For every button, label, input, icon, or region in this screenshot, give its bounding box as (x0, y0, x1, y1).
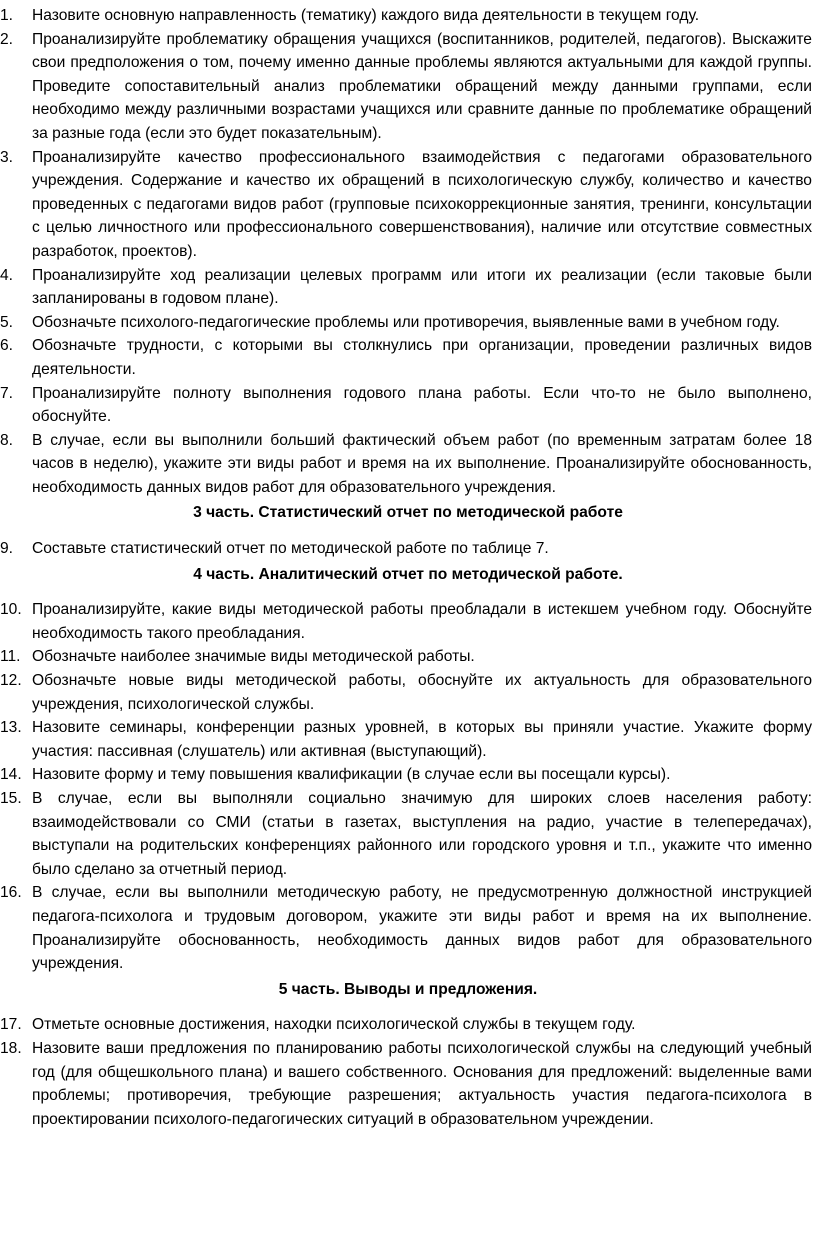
item-text: Назовите основную направленность (тематику) каждого вида деятельности в текущем году. (32, 7, 700, 24)
item-number: 12. (0, 672, 22, 690)
item-text: Проанализируйте, какие виды методической работы преобладали в истекшем учебном году. Обоснуйте необходимость такого преобладания. (32, 601, 812, 642)
item-number: 17. (0, 1016, 22, 1034)
item-number: 7. (0, 384, 14, 402)
item-number: 13. (0, 719, 22, 737)
list-item (0, 311, 816, 335)
list-item (0, 264, 816, 311)
item-number: 14. (0, 766, 22, 784)
list-item (0, 881, 816, 975)
list-item (0, 28, 816, 146)
item-text: Отметьте основные достижения, находки психологической службы в текущем году. (32, 1016, 636, 1034)
section4-heading: 4 часть. Аналитический отчет по методической работе. (193, 565, 623, 583)
list-item (0, 763, 816, 787)
item-number: 11. (0, 648, 21, 666)
item-text: Проанализируйте полноту выполнения годового плана работы. Если что-то не было выполнено, обоснуйте. (32, 384, 812, 426)
list-item (0, 334, 816, 381)
item-text: Обозначьте наиболее значимые виды методической работы. (32, 648, 475, 666)
section5-list (0, 1013, 816, 1131)
item-text: Назовите форму и тему повышения квалификации (в случае если вы посещали курсы). (32, 766, 671, 784)
section2-list (0, 4, 816, 499)
item-number: 15. (0, 790, 22, 807)
item-text: Назовите ваши предложения по планированию работы психологической службы на следующий учебный год (для общешкольного плана) и вашего собственного. Основания для предложений: выделенные вами проблемы; противоречия, требующие разрешения; актуальность участия педагога-психолога в проектировании психолого-педагогических ситуаций в образовательном учреждении. (32, 1039, 812, 1128)
item-number: 18. (0, 1039, 22, 1057)
list-item (0, 537, 816, 561)
section3-heading: 3 часть. Статистический отчет по методической работе (193, 504, 623, 522)
item-number: 8. (0, 431, 14, 449)
item-number: 10. (0, 601, 22, 619)
item-text: Обозначьте новые виды методической работы, обоснуйте их актуальность для образовательного учреждения, психологической службы. (32, 672, 812, 713)
item-number: 1. (0, 7, 14, 24)
item-number: 3. (0, 148, 14, 166)
item-text: В случае, если вы выполняли социально значимую для широких слоев населения работу: взаимодействовали со СМИ (статьи в газетах, выступления на радио, участие в телепередачах), выступали на родительских конференциях районного или городского уровня и т.п., укажите что именно было сделано за отчетный период. (32, 790, 812, 878)
item-text: В случае, если вы выполнили методическую работу, не предусмотренную должностной инструкцией педагога-психолога и трудовым договором, укажите эти виды работ и время на их выполнение. Проанализируйте обоснованность, необходимость данных видов работ для образовательного учреждения. (32, 884, 812, 973)
item-text: Обозначьте психолого-педагогические проблемы или противоречия, выявленные вами в учебном году. (32, 313, 780, 331)
item-number: 4. (0, 266, 14, 284)
item-text: Проанализируйте ход реализации целевых программ или итоги их реализации (если таковые были запланированы в годовом плане). (32, 266, 812, 308)
item-text: Составьте статистический отчет по методической работе по таблице 7. (32, 540, 549, 558)
list-item (0, 146, 816, 264)
item-number: 5. (0, 313, 14, 331)
list-item (0, 598, 816, 645)
item-text: Проанализируйте качество профессионального взаимодействия с педагогами образовательного учреждения. Содержание и качество их обращений в психологическую службу, количество и качество проведенных с педагогами видов работ (групповые психокоррекционные занятия, тренинги, консультации с целью личностного или профессионального совершенствования), наличие или отсутствие совместных разработок, проектов). (32, 148, 812, 260)
item-text: В случае, если вы выполнили больший фактический объем работ (по временным затратам более 18 часов в неделю), укажите эти виды работ и время на их выполнение. Проанализируйте обоснованность, необходимость данных видов работ для образовательного учреждения. (32, 431, 812, 496)
list-item (0, 1013, 816, 1037)
item-number: 2. (0, 30, 14, 48)
section4-list (0, 598, 816, 976)
item-number: 6. (0, 337, 14, 355)
list-item (0, 716, 816, 763)
list-item (0, 4, 816, 28)
list-item (0, 787, 816, 881)
item-text: Проанализируйте проблематику обращения учащихся (воспитанников, родителей, педагогов). Выскажите свои предположения о том, почему именно данные проблемы являются актуальными для каждой группы. Проведите сопоставительный анализ проблематики обращений между данными группами, если необходимо между различными возрастами учащихся или сравните данные по проблематике обращений за разные года (если это будет показательным). (32, 30, 812, 142)
item-text: Назовите семинары, конференции разных уровней, в которых вы приняли участие. Укажите форму участия: пассивная (слушатель) или активная (выступающий). (32, 719, 812, 760)
item-number: 9. (0, 540, 14, 558)
list-item (0, 382, 816, 429)
list-item (0, 669, 816, 716)
list-item (0, 645, 816, 669)
item-number: 16. (0, 884, 22, 902)
section5-heading: 5 часть. Выводы и предложения. (278, 980, 538, 998)
list-item (0, 429, 816, 500)
item-text: Обозначьте трудности, с которыми вы столкнулись при организации, проведении различных видов деятельности. (32, 337, 812, 378)
list-item (0, 1037, 816, 1131)
section3-list (0, 537, 816, 561)
